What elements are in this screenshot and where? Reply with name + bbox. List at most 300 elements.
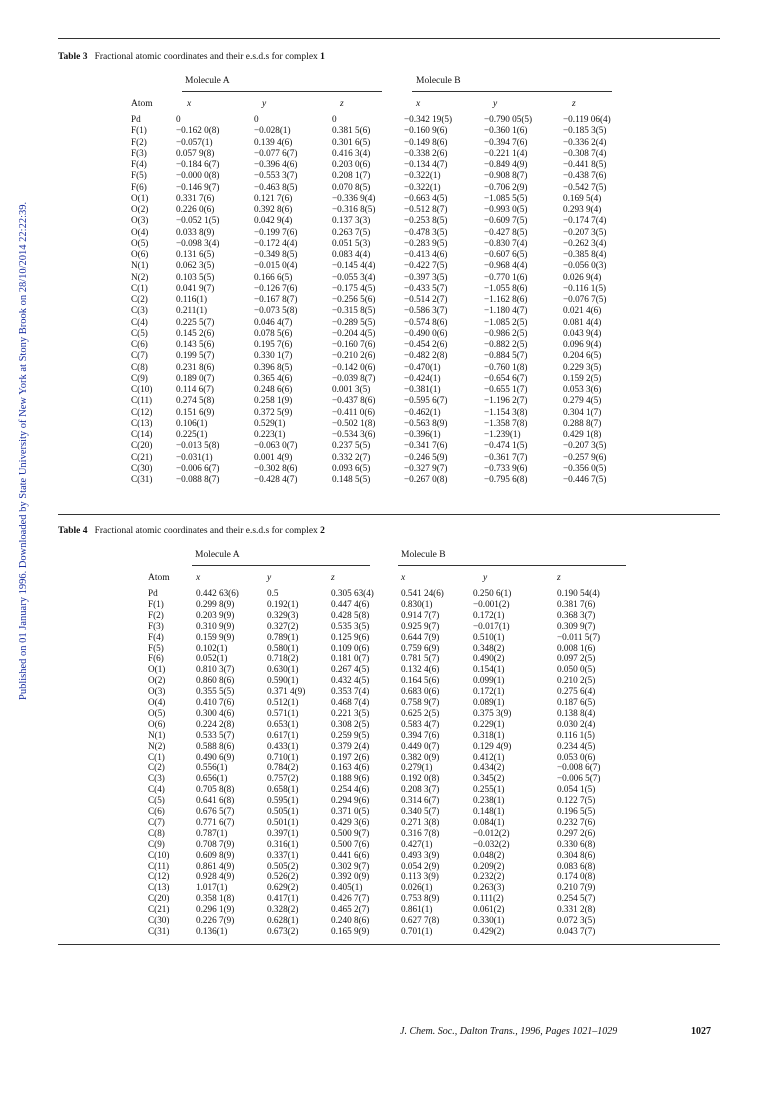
table3-cell: −0.315 8(5) <box>332 305 376 316</box>
table4-cell: 0.442 63(6) <box>196 588 239 598</box>
table3-cell: −0.145 4(4) <box>332 260 376 271</box>
table4-header-xa: x <box>196 573 201 583</box>
table4-cell: 0.708 7(9) <box>196 838 235 849</box>
table3-cell: 0.057 9(8) <box>176 147 215 158</box>
table3-cell: −0.077 6(7) <box>254 147 298 158</box>
table4-cell: 0.510(1) <box>473 631 505 642</box>
table3-cell: −0.308 7(4) <box>563 147 607 158</box>
table3-cell: −0.160 9(6) <box>404 125 448 136</box>
table4-cell: 0.656(1) <box>196 773 228 784</box>
table4-cell: F(6) <box>148 653 164 664</box>
table3-cell: 0.021 4(6) <box>563 305 602 316</box>
table3-cell: −0.607 6(5) <box>484 249 528 259</box>
table4-cell: C(20) <box>148 893 170 904</box>
table3-molecule-b: Molecule B <box>416 76 461 86</box>
table4-cell: 0.054 2(9) <box>401 860 440 871</box>
table3-row <box>0 317 768 328</box>
table3-cell: 0.372 5(9) <box>254 406 293 417</box>
table3-cell: O(4) <box>131 226 149 237</box>
table3-cell: 0.083 4(4) <box>332 249 371 259</box>
table3-header-za: z <box>340 99 344 109</box>
table3-cell: F(1) <box>131 125 147 136</box>
table4-cell: 0.221 3(5) <box>331 707 370 718</box>
table3-cell: −0.338 2(6) <box>404 147 448 158</box>
table4-cell: 0.541 24(6) <box>401 588 444 598</box>
table3-row <box>0 182 768 193</box>
table4-cell: 0.052(1) <box>196 653 228 664</box>
table4-cell: O(4) <box>148 697 166 707</box>
table3-cell: 0.078 5(6) <box>254 327 293 338</box>
table4-cell: 0.392 0(9) <box>331 871 370 882</box>
table3-cell: 0.330 1(7) <box>254 350 293 361</box>
table4-cell: C(30) <box>148 915 170 925</box>
table4-cell: 0.314 6(7) <box>401 795 440 806</box>
table4-cell: 0.429(2) <box>473 925 505 936</box>
table4-cell: 0.172(1) <box>473 686 505 697</box>
table4-cell: O(1) <box>148 664 166 675</box>
table4-cell: 0.379 2(4) <box>331 740 370 751</box>
table4-cell: 0.190 54(4) <box>557 588 600 598</box>
table4-cell: −0.032(2) <box>473 838 510 849</box>
table4-cell: 0.238(1) <box>473 795 505 806</box>
table3-cell: −0.849 4(9) <box>484 159 528 169</box>
table4-cell: 0.465 2(7) <box>331 904 370 915</box>
table3-header-xb: x <box>416 99 421 109</box>
table3-cell: 0.166 6(5) <box>254 271 293 282</box>
table4-cell: F(5) <box>148 642 164 653</box>
table4-cell: 0.122 7(5) <box>557 795 596 806</box>
table4-cell: 0.500 9(7) <box>331 827 370 838</box>
table3-cell: F(2) <box>131 136 147 147</box>
table4-cell: 0.111(2) <box>473 893 504 904</box>
table4-cell: −0.006 5(7) <box>557 773 601 784</box>
table4-cell: 0.468 7(4) <box>331 697 370 707</box>
table3-cell: 0.033 8(9) <box>176 226 215 237</box>
table3-row <box>0 440 768 451</box>
table3-cell: −0.253 8(5) <box>404 215 448 226</box>
table3-cell: C(10) <box>131 384 153 394</box>
table4-cell: 0.328(2) <box>267 904 299 915</box>
table4-cell: 0.861 4(9) <box>196 860 235 871</box>
table3-cell: −0.427 8(5) <box>484 226 528 237</box>
table3-row <box>0 474 768 485</box>
table3-cell: −0.073 5(8) <box>254 305 298 316</box>
table4-cell: 0.500 7(6) <box>331 838 370 849</box>
table3-cell: −1.055 8(6) <box>484 282 528 293</box>
table3-cell: −0.316 8(5) <box>332 204 376 214</box>
table4-cell: 0.300 4(6) <box>196 707 235 718</box>
table4-cell: 0.224 2(8) <box>196 718 235 729</box>
table4-cell: 0.129 4(9) <box>473 740 512 751</box>
table3-cell: −0.256 5(6) <box>332 294 376 304</box>
table3-cell: C(8) <box>131 361 148 372</box>
table4-cell: 0.627 7(8) <box>401 915 440 925</box>
table3-row <box>0 350 768 361</box>
table3-cell: C(2) <box>131 294 148 304</box>
table4-cell: 0.159 9(9) <box>196 631 235 642</box>
table3-row <box>0 305 768 316</box>
table3-cell: F(6) <box>131 181 147 192</box>
table4-cell: 0.229(1) <box>473 718 505 729</box>
table3-cell: −0.000 0(8) <box>176 170 220 181</box>
table4-cell: 0.629(2) <box>267 882 299 893</box>
table4-cell: 0.267 4(5) <box>331 664 370 675</box>
table4-cell: 0.008 1(6) <box>557 642 596 653</box>
table4-cell: 0.433(1) <box>267 740 299 751</box>
table4-cell: −0.012(2) <box>473 827 510 838</box>
table4-cell: 0.505(2) <box>267 860 299 871</box>
table4-cell: 0.197 2(6) <box>331 751 370 762</box>
table4-cell: 0.329(3) <box>267 609 299 620</box>
table4-cell: C(6) <box>148 806 165 816</box>
table3-cell: −0.968 4(4) <box>484 260 528 271</box>
table3-cell: −0.770 1(6) <box>484 271 528 282</box>
table3-cell: −0.760 1(8) <box>484 361 528 372</box>
table3-cell: −0.986 2(5) <box>484 327 528 338</box>
table3-cell: −0.167 8(7) <box>254 294 298 304</box>
table4-cell: 0.673(2) <box>267 925 299 936</box>
table3-cell: −0.257 9(6) <box>563 451 607 462</box>
table3-cell: 0.145 2(6) <box>176 327 215 338</box>
table4-cell: 0.759 6(9) <box>401 642 440 653</box>
table4-cell: 0.590(1) <box>267 675 299 686</box>
table4-row <box>0 904 768 915</box>
table3-row <box>0 283 768 294</box>
table4-cell: 1.017(1) <box>196 882 228 893</box>
table4-row <box>0 817 768 828</box>
table4-cell: 0.048(2) <box>473 849 505 860</box>
table4-row <box>0 632 768 643</box>
table4-cell: 0.136(1) <box>196 925 228 936</box>
table4-cell: O(2) <box>148 675 166 686</box>
table3-cell: −0.454 2(6) <box>404 339 448 349</box>
table4-cell: 0.432 4(5) <box>331 675 370 686</box>
table3-cell: −0.490 0(6) <box>404 327 448 338</box>
table4-cell: O(6) <box>148 718 166 729</box>
table3-row <box>0 193 768 204</box>
table3-cell: −0.063 0(7) <box>254 440 298 451</box>
table3-cell: −0.262 3(4) <box>563 237 607 248</box>
table3-cell: 0.331 7(6) <box>176 192 215 203</box>
table3-cell: C(9) <box>131 372 148 383</box>
table4-cell: 0.397(1) <box>267 827 299 838</box>
table4-row <box>0 752 768 763</box>
table3-cell: −0.207 3(5) <box>563 226 607 237</box>
table3-cell: −0.381(1) <box>404 384 441 394</box>
table4-cell: 0.030 2(4) <box>557 718 596 729</box>
table4-cell: 0.309 9(7) <box>557 620 596 631</box>
table4-cell: 0.187 6(5) <box>557 697 596 707</box>
table3-row <box>0 249 768 260</box>
table4-cell: 0.174 0(8) <box>557 871 596 882</box>
table4-row <box>0 784 768 795</box>
table4-row <box>0 686 768 697</box>
table4-row <box>0 643 768 654</box>
table3-row <box>0 170 768 181</box>
table3-cell: 0.274 5(8) <box>176 395 215 406</box>
table3-header-yb: y <box>493 99 498 109</box>
table4-row <box>0 730 768 741</box>
table3-cell: 0 <box>176 114 181 124</box>
table4-cell: 0.676 5(7) <box>196 806 235 816</box>
table3-cell: −0.336 2(4) <box>563 136 607 147</box>
table3-cell: −1.085 5(5) <box>484 192 528 203</box>
table3-cell: −0.385 8(4) <box>563 249 607 259</box>
table4-cell: F(4) <box>148 631 164 642</box>
table3-row <box>0 407 768 418</box>
table4-cell: 0.254 5(7) <box>557 893 596 904</box>
table3-cell: −1.239(1) <box>484 429 521 439</box>
table4-cell: C(9) <box>148 838 165 849</box>
table4-cell: 0.375 3(9) <box>473 707 512 718</box>
table3-cell: −0.322(1) <box>404 170 441 181</box>
table3-cell: 0.258 1(9) <box>254 395 293 406</box>
table3-row <box>0 328 768 339</box>
table3-row <box>0 272 768 283</box>
table4-header-za: z <box>331 573 335 583</box>
table4-cell: 0.449 0(7) <box>401 740 440 751</box>
journal-citation: J. Chem. Soc., Dalton Trans., 1996, Pages 1021–1029 <box>400 1026 618 1037</box>
table4-cell: 0.368 3(7) <box>557 609 596 620</box>
table3-cell: −0.052 1(5) <box>176 215 220 226</box>
table4-complex-number: 2 <box>320 526 325 536</box>
table3-header-xa: x <box>187 99 192 109</box>
table3-cell: 0.070 8(5) <box>332 181 371 192</box>
table3-cell: −0.654 6(7) <box>484 372 528 383</box>
table4-cell: F(2) <box>148 609 164 620</box>
table3-row <box>0 339 768 350</box>
table4-caption-text: Fractional atomic coordinates and their e.s.d.s for complex <box>94 526 321 536</box>
table3-row <box>0 362 768 373</box>
table3-cell: C(7) <box>131 350 148 361</box>
table3-cell: C(4) <box>131 316 148 327</box>
table3-cell: −0.534 3(6) <box>332 429 376 439</box>
table4-cell: 0.109 0(6) <box>331 642 370 653</box>
table3-cell: −0.428 4(7) <box>254 474 298 484</box>
table3-bottom-rule <box>58 514 720 515</box>
table3-cell: −0.119 06(4) <box>563 114 611 124</box>
table3-cell: 0.396 8(5) <box>254 361 293 372</box>
table3-cell: 0.131 6(5) <box>176 249 215 259</box>
table3-row <box>0 384 768 395</box>
table4-cell: 0.208 3(7) <box>401 784 440 795</box>
table3-cell: F(4) <box>131 159 147 169</box>
table3-cell: −0.422 7(5) <box>404 260 448 271</box>
table4-molecule-b: Molecule B <box>401 550 446 560</box>
table3-cell: −0.463 8(5) <box>254 181 298 192</box>
table4-row <box>0 850 768 861</box>
table4-cell: 0.617(1) <box>267 729 299 740</box>
table4-cell: 0.043 7(7) <box>557 925 596 936</box>
table3-cell: 0.081 4(4) <box>563 316 602 327</box>
table4-cell: 0.240 8(6) <box>331 915 370 925</box>
table3-cell: −0.478 3(5) <box>404 226 448 237</box>
table3-cell: −0.361 7(7) <box>484 451 528 462</box>
table4-cell: 0.050 0(5) <box>557 664 596 675</box>
table3-cell: −0.884 5(7) <box>484 350 528 361</box>
table3-cell: −0.396(1) <box>404 429 441 439</box>
table4-cell: 0.316(1) <box>267 838 299 849</box>
table3-cell: 0.225 5(7) <box>176 316 215 327</box>
table3-cell: 0.203 0(6) <box>332 159 371 169</box>
table4-cell: 0.490 6(9) <box>196 751 235 762</box>
table4-cell: 0.861(1) <box>401 904 433 915</box>
table4-cell: 0.279(1) <box>401 762 433 773</box>
table3-cell: N(1) <box>131 260 149 271</box>
table4-cell: 0.097 2(5) <box>557 653 596 664</box>
table4-cell: N(2) <box>148 740 166 751</box>
table4-cell: 0.556(1) <box>196 762 228 773</box>
table3-row <box>0 429 768 440</box>
table3-cell: −0.356 0(5) <box>563 462 607 473</box>
table3-cell: −0.574 8(6) <box>404 316 448 327</box>
table4-cell: C(3) <box>148 773 165 784</box>
table3-cell: 0.093 6(5) <box>332 462 371 473</box>
table3-cell: −0.204 4(5) <box>332 327 376 338</box>
table4-cell: 0.255(1) <box>473 784 505 795</box>
table3-cell: 0.062 3(5) <box>176 260 215 271</box>
table4-cell: 0.163 4(6) <box>331 762 370 773</box>
table4-header-zb: z <box>557 573 561 583</box>
table4-cell: 0.299 8(9) <box>196 598 235 609</box>
table3-cell: −0.512 8(7) <box>404 204 448 214</box>
table3-cell: −0.006 6(7) <box>176 462 220 473</box>
table4-cell: 0.580(1) <box>267 642 299 653</box>
table4-cell: 0.526(2) <box>267 871 299 882</box>
table3-caption-text: Fractional atomic coordinates and their e.s.d.s for complex <box>94 52 321 62</box>
table3-cell: −0.609 7(5) <box>484 215 528 226</box>
table3-cell: −0.482 2(8) <box>404 350 448 361</box>
table4-cell: 0.441 6(6) <box>331 849 370 860</box>
table4-header-atom: Atom <box>148 573 170 583</box>
table3-cell: −0.175 4(5) <box>332 282 376 293</box>
table3-cell: −0.246 5(9) <box>404 451 448 462</box>
table3-cell: −0.184 6(7) <box>176 159 220 169</box>
table4-cell: 0.296 1(9) <box>196 904 235 915</box>
table3-cell: C(11) <box>131 395 153 406</box>
table4-cell: 0.172(1) <box>473 609 505 620</box>
table4-cell: 0.305 63(4) <box>331 588 374 598</box>
table3-cell: 0.001 3(5) <box>332 384 371 394</box>
table3-cell: 0.223(1) <box>254 429 286 439</box>
table4-row <box>0 599 768 610</box>
table4-cell: 0.250 6(1) <box>473 588 512 598</box>
table4-cell: 0.658(1) <box>267 784 299 795</box>
table4-cell: 0.232 7(6) <box>557 816 596 827</box>
table4-cell: 0.132 4(6) <box>401 664 440 675</box>
table3-top-rule <box>58 38 720 39</box>
table3-cell: 0 <box>254 114 259 124</box>
table3-cell: −0.142 0(6) <box>332 361 376 372</box>
table3-cell: −0.076 7(5) <box>563 294 607 304</box>
table3-cell: 0.137 3(3) <box>332 215 371 226</box>
table4-cell: C(5) <box>148 795 165 806</box>
table3-cell: −1.162 8(6) <box>484 294 528 304</box>
table3-cell: 0.051 5(3) <box>332 237 371 248</box>
table3-cell: 0.043 9(4) <box>563 327 602 338</box>
table3-cell: −0.327 9(7) <box>404 462 448 473</box>
table4-cell: C(21) <box>148 904 170 915</box>
table4-cell: 0.116 1(5) <box>557 729 595 740</box>
table4-cell: 0.628(1) <box>267 915 299 925</box>
table3-cell: −0.563 8(9) <box>404 417 448 428</box>
table4-cell: 0.571(1) <box>267 707 299 718</box>
table3-cell: −0.199 7(6) <box>254 226 298 237</box>
table3-cell: −0.394 7(6) <box>484 136 528 147</box>
table4-cell: 0.330(1) <box>473 915 505 925</box>
table4-row <box>0 741 768 752</box>
table4-cell: 0.113 3(9) <box>401 871 439 882</box>
table4-cell: 0.447 4(6) <box>331 598 370 609</box>
table4-cell: 0.210 2(5) <box>557 675 596 686</box>
table4-cell: 0.630(1) <box>267 664 299 675</box>
table4-cell: 0.784(2) <box>267 762 299 773</box>
table3-cell: C(1) <box>131 282 148 293</box>
table3-molecule-a: Molecule A <box>185 76 230 86</box>
table3-cell: C(6) <box>131 339 148 349</box>
table4-cell: N(1) <box>148 729 166 740</box>
table3-row <box>0 463 768 474</box>
table3-cell: −0.056 0(3) <box>563 260 607 271</box>
table4-cell: 0.434(2) <box>473 762 505 773</box>
table3-cell: −1.180 4(7) <box>484 305 528 316</box>
table4-row <box>0 675 768 686</box>
table3-cell: C(30) <box>131 462 153 473</box>
table4-row <box>0 621 768 632</box>
table3-cell: −0.790 05(5) <box>484 114 533 124</box>
table3-row <box>0 260 768 271</box>
table3-row <box>0 215 768 226</box>
table4-cell: 0.327(2) <box>267 620 299 631</box>
table4-molecule-a: Molecule A <box>195 550 240 560</box>
table4-cell: 0.787(1) <box>196 827 228 838</box>
table4-cell: 0.304 8(6) <box>557 849 596 860</box>
table4-cell: 0.165 9(9) <box>331 925 370 936</box>
table3-cell: −0.289 5(5) <box>332 316 376 327</box>
table3-cell: 0.529(1) <box>254 417 286 428</box>
table3-cell: 0.143 5(6) <box>176 339 215 349</box>
table4-cell: 0.192 0(8) <box>401 773 440 784</box>
table4-cell: 0.294 9(6) <box>331 795 370 806</box>
table3-cell: 0.248 6(6) <box>254 384 293 394</box>
table4-cell: 0.625 2(5) <box>401 707 440 718</box>
table3-cell: −0.210 2(6) <box>332 350 376 361</box>
table3-cell: −0.302 8(6) <box>254 462 298 473</box>
table3-cell: −0.438 7(6) <box>563 170 607 181</box>
table3-cell: 0.121 7(6) <box>254 192 293 203</box>
table3-cell: −0.424(1) <box>404 372 441 383</box>
table3-cell: −0.993 0(5) <box>484 204 528 214</box>
table4-cell: 0.490(2) <box>473 653 505 664</box>
table3-cell: −0.031(1) <box>176 451 213 462</box>
table4-cell: 0.181 0(7) <box>331 653 370 664</box>
table4-row <box>0 915 768 926</box>
table4-cell: 0.083 6(8) <box>557 860 596 871</box>
table4-cell: 0.302 9(7) <box>331 860 370 871</box>
table4-cell: 0.358 1(8) <box>196 893 235 904</box>
table3-cell: 0.001 4(9) <box>254 451 293 462</box>
table3-molecule-b-rule <box>412 91 612 92</box>
table3-cell: −0.149 8(6) <box>404 136 448 147</box>
table4-row <box>0 653 768 664</box>
table3-cell: −0.433 5(7) <box>404 282 448 293</box>
table4-cell: 0.410 7(6) <box>196 697 235 707</box>
table3-cell: 0.392 8(6) <box>254 204 293 214</box>
table3-cell: −0.015 0(4) <box>254 260 298 271</box>
table4-cell: 0.781 5(7) <box>401 653 440 664</box>
table4-cell: 0.348(2) <box>473 642 505 653</box>
table3-cell: −0.663 4(5) <box>404 192 448 203</box>
